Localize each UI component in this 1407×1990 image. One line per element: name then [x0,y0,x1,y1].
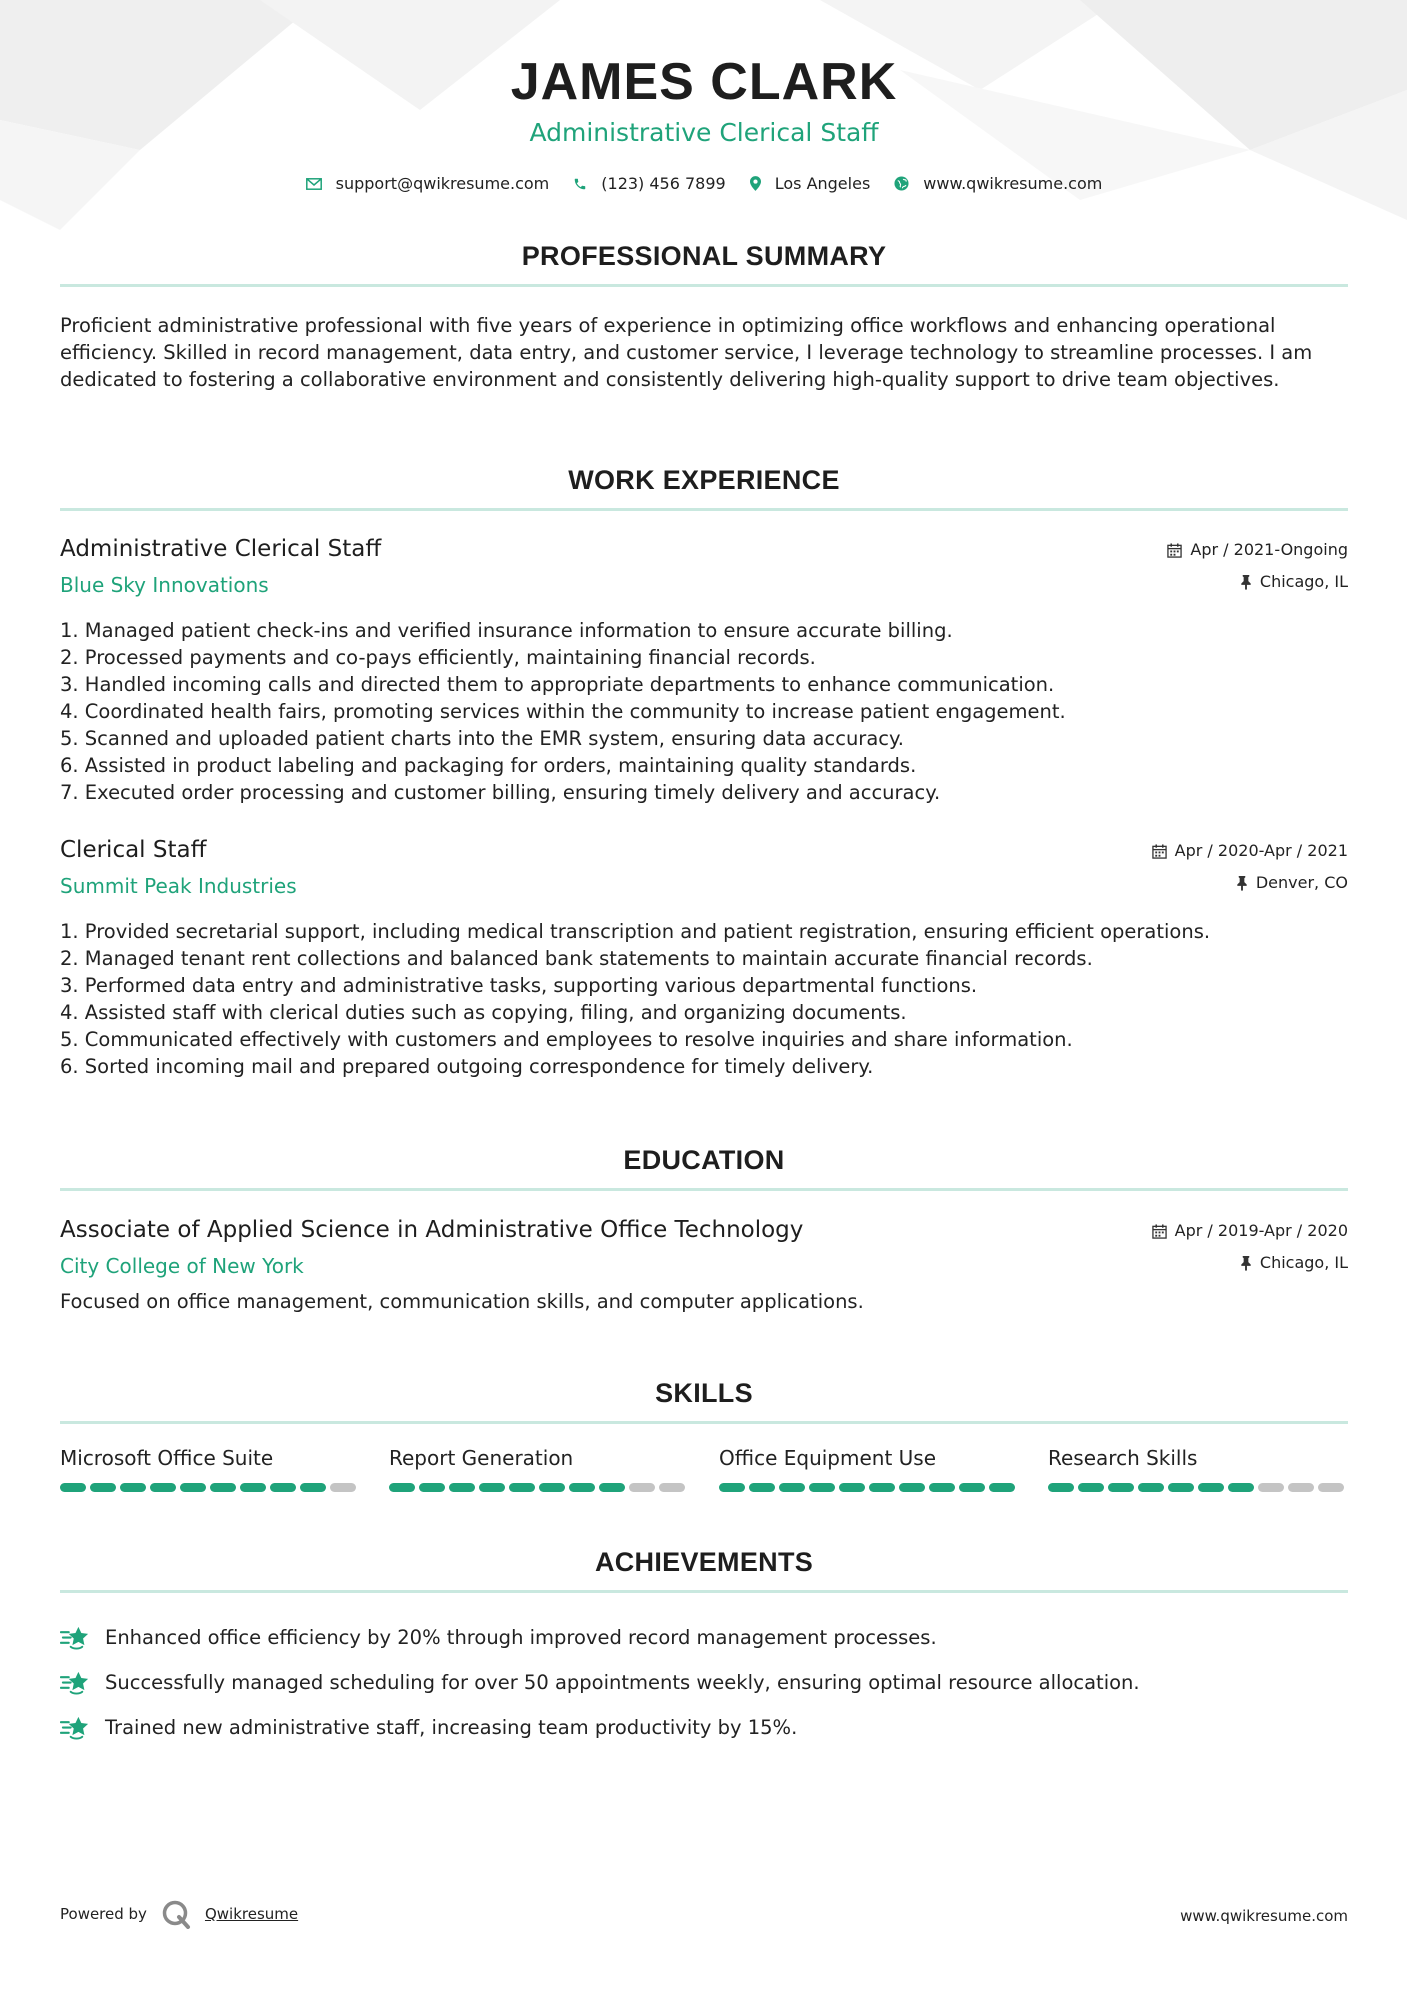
skill-dot-filled [839,1483,865,1492]
skill-dot-filled [479,1483,505,1492]
skill-dot-empty [1318,1483,1344,1492]
section-title-skills: SKILLS [655,1378,753,1408]
achievement-text: Successfully managed scheduling for over 50 appointments weekly, ensuring optimal resource allocation. [105,1671,1140,1694]
star-award-icon [60,1670,91,1696]
skill-name: Research Skills [1048,1446,1198,1470]
skill-dot-filled [300,1483,326,1492]
job-date [1167,542,1348,558]
skill-item [60,1448,360,1492]
footer-powered-by [60,1899,298,1929]
qwikresume-logo-icon [161,1899,191,1929]
contact-website[interactable] [894,174,1102,193]
job-bullet: 6. Assisted in product labeling and packaging for orders, maintaining quality standards. [60,754,917,777]
job-date-text: Apr / 2021-Ongoing [1190,540,1348,559]
calendar-icon [1152,844,1167,859]
contact-location-text: Los Angeles [774,174,871,193]
job-bullet: 3. Handled incoming calls and directed them to appropriate departments to enhance communication. [60,673,1055,696]
skill-dot-filled [569,1483,595,1492]
section-divider [60,284,1348,287]
education-date [1152,1223,1348,1239]
candidate-role: Administrative Clerical Staff [529,118,879,147]
contact-phone-text: (123) 456 7899 [601,174,726,193]
achievement-item [60,1705,1140,1750]
powered-by-label: Powered by [60,1905,147,1923]
skill-dot-filled [719,1483,745,1492]
skill-dot-filled [869,1483,895,1492]
achievements-list [60,1615,1140,1750]
skill-dot-empty [1258,1483,1284,1492]
job-location-text: Chicago, IL [1259,572,1348,591]
skill-dot-filled [539,1483,565,1492]
skill-dot-filled [180,1483,206,1492]
skill-dot-filled [899,1483,925,1492]
contact-email[interactable] [306,174,550,193]
map-pin-icon [750,176,761,191]
job-company: Summit Peak Industries [60,874,297,898]
job-title: Clerical Staff [60,837,207,863]
skill-dot-filled [1138,1483,1164,1492]
candidate-name: JAMES CLARK [510,53,898,111]
job-date [1152,843,1348,859]
section-title-education: EDUCATION [623,1145,785,1175]
job-title: Administrative Clerical Staff [60,536,382,562]
section-divider [60,1188,1348,1191]
achievement-item [60,1615,1140,1660]
education-degree: Associate of Applied Science in Administrative Office Technology [60,1217,804,1243]
contact-phone[interactable] [573,174,725,193]
job-bullet: 3. Performed data entry and administrative tasks, supporting various departmental functions. [60,974,978,997]
section-divider [60,1590,1348,1593]
contact-bar [60,174,1348,193]
skill-item [719,1448,1019,1492]
job-location [1236,875,1348,891]
achievement-text: Trained new administrative staff, increasing team productivity by 15%. [105,1716,798,1739]
skill-dot-filled [1078,1483,1104,1492]
education-date-text: Apr / 2019-Apr / 2020 [1174,1221,1348,1240]
job-bullet-list [60,617,1066,806]
skill-name: Report Generation [389,1446,574,1470]
section-title-achievements: ACHIEVEMENTS [594,1547,814,1577]
skill-dot-filled [389,1483,415,1492]
education-location-text: Chicago, IL [1259,1253,1348,1272]
footer-website[interactable]: www.qwikresume.com [1180,1907,1348,1925]
globe-icon [894,176,909,191]
job-company: Blue Sky Innovations [60,573,269,597]
job-bullet-list [60,918,1210,1080]
calendar-icon [1152,1224,1167,1239]
star-award-icon [60,1625,91,1651]
achievement-item [60,1660,1140,1705]
education-school: City College of New York [60,1254,304,1278]
skill-dot-empty [330,1483,356,1492]
skill-dot-filled [1198,1483,1224,1492]
skill-item [1048,1448,1348,1492]
job-location [1240,574,1348,590]
skill-dot-filled [599,1483,625,1492]
star-award-icon [60,1715,91,1741]
skill-name: Microsoft Office Suite [60,1446,274,1470]
skill-dot-filled [509,1483,535,1492]
skill-dot-filled [809,1483,835,1492]
job-bullet: 1. Provided secretarial support, including medical transcription and patient registration, ensuring efficient operations. [60,920,1211,943]
contact-location [750,174,871,193]
section-divider [60,508,1348,511]
skill-dot-filled [449,1483,475,1492]
skill-dot-filled [929,1483,955,1492]
skill-dot-filled [240,1483,266,1492]
job-bullet: 5. Scanned and uploaded patient charts into the EMR system, ensuring data accuracy. [60,727,904,750]
job-bullet: 1. Managed patient check-ins and verified insurance information to ensure accurate billing. [60,619,953,642]
envelope-icon [306,178,322,190]
achievement-text: Enhanced office efficiency by 20% through improved record management processes. [105,1626,937,1649]
skill-dot-filled [419,1483,445,1492]
job-bullet: 2. Processed payments and co-pays efficiently, maintaining financial records. [60,646,816,669]
skill-dot-filled [1168,1483,1194,1492]
skill-dot-filled [120,1483,146,1492]
pushpin-icon [1240,575,1252,590]
skill-dot-filled [1048,1483,1074,1492]
summary-text: Proficient administrative professional with five years of experience in optimizing office workflows and enhancing operational efficiency. Skilled in record management, data entry, and customer service, I leverage technology to streamline processes. I am dedicated to fostering a collaborative environment and consistently delivering high-quality support to drive team objectives. [60,314,1313,391]
contact-email-text: support@qwikresume.com [335,174,550,193]
skill-name: Office Equipment Use [719,1446,937,1470]
skill-dot-filled [270,1483,296,1492]
job-bullet: 4. Assisted staff with clerical duties such as copying, filing, and organizing documents. [60,1001,907,1024]
qwikresume-link[interactable]: Qwikresume [204,1905,299,1923]
job-date-text: Apr / 2020-Apr / 2021 [1174,841,1348,860]
section-title-experience: WORK EXPERIENCE [568,465,840,495]
job-bullet: 4. Coordinated health fairs, promoting services within the community to increase patient engagement. [60,700,1066,723]
skill-dot-filled [1228,1483,1254,1492]
skill-level-meter [60,1483,360,1492]
job-location-text: Denver, CO [1255,873,1348,892]
skill-level-meter [719,1483,1019,1492]
skill-item [389,1448,689,1492]
skill-dot-filled [210,1483,236,1492]
pushpin-icon [1236,876,1248,891]
skill-dot-filled [749,1483,775,1492]
job-bullet: 2. Managed tenant rent collections and balanced bank statements to maintain accurate financial records. [60,947,1093,970]
skill-dot-filled [989,1483,1015,1492]
education-description: Focused on office management, communication skills, and computer applications. [60,1290,864,1313]
skill-dot-filled [1108,1483,1134,1492]
skill-dot-filled [90,1483,116,1492]
section-divider [60,1421,1348,1424]
skill-dot-filled [779,1483,805,1492]
skill-dot-filled [959,1483,985,1492]
skill-dot-empty [629,1483,655,1492]
contact-website-text: www.qwikresume.com [923,174,1103,193]
education-location [1240,1255,1348,1271]
skill-dot-empty [659,1483,685,1492]
skill-dot-filled [150,1483,176,1492]
skill-dot-filled [60,1483,86,1492]
job-bullet: 7. Executed order processing and customer billing, ensuring timely delivery and accuracy. [60,781,941,804]
skill-dot-empty [1288,1483,1314,1492]
skill-level-meter [389,1483,689,1492]
calendar-icon [1167,543,1182,558]
job-bullet: 6. Sorted incoming mail and prepared outgoing correspondence for timely delivery. [60,1055,874,1078]
section-title-summary: PROFESSIONAL SUMMARY [521,241,887,271]
phone-icon [573,177,587,191]
skill-level-meter [1048,1483,1348,1492]
job-bullet: 5. Communicated effectively with customers and employees to resolve inquiries and share information. [60,1028,1073,1051]
pushpin-icon [1240,1256,1252,1271]
